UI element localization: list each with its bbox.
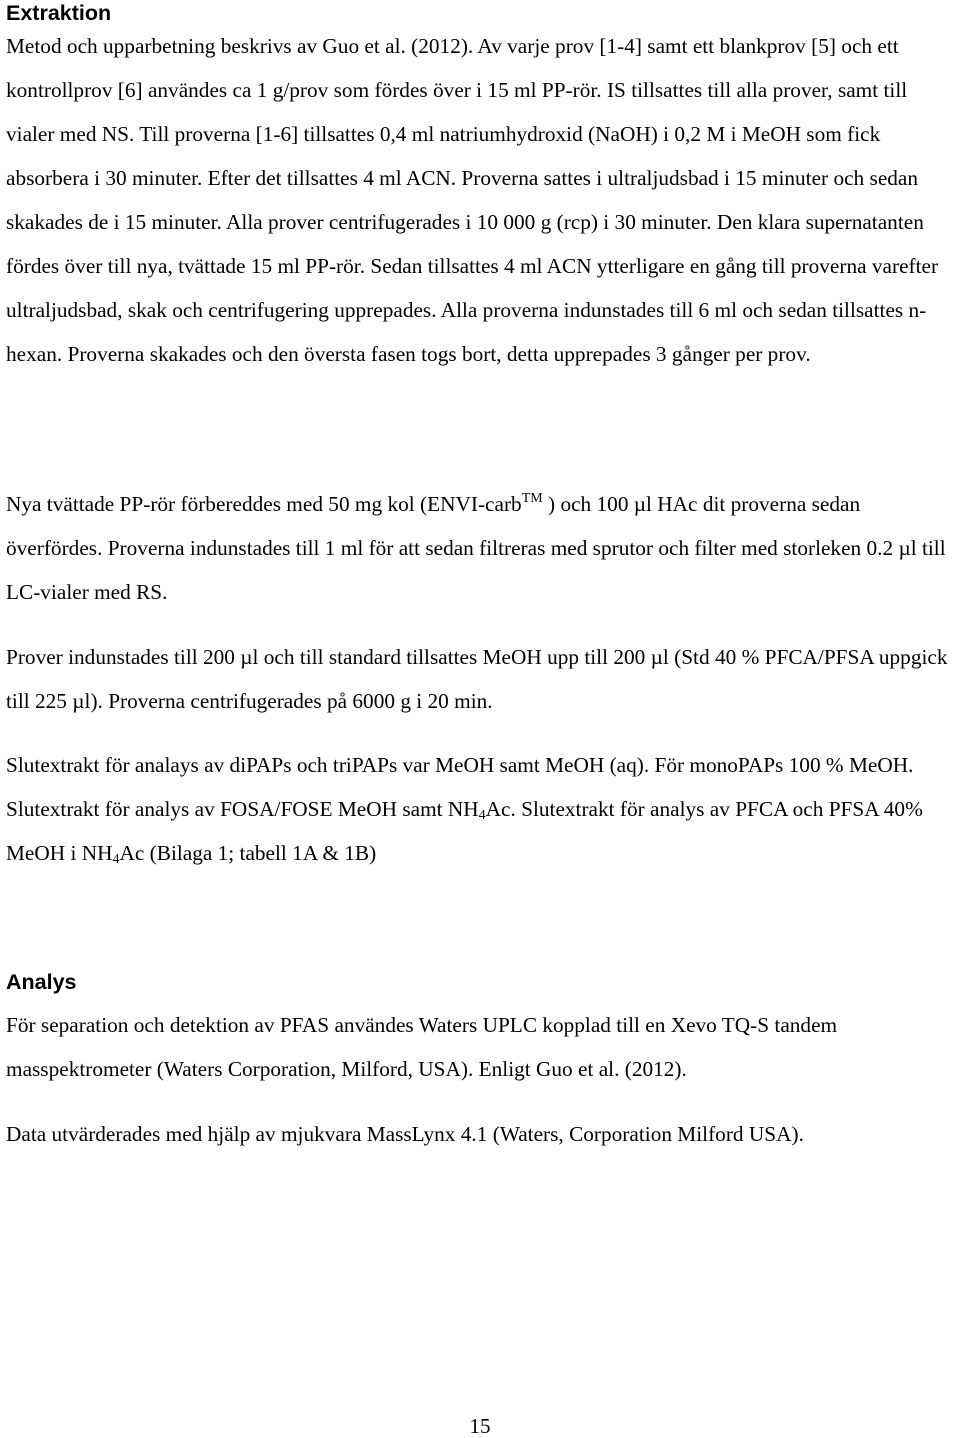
paragraph-extraktion-method: Metod och upparbetning beskrivs av Guo et al. (2012). Av varje prov [1-4] samt ett blankprov [5] och ett kontrollprov [6] användes ca 1 g/prov som fördes över i 15 ml PP-rör. IS tillsattes till alla prover, samt till vialer med NS. Till proverna [1-6] tillsattes 0,4 ml natriumhydroxid (NaOH) i 0,2 M i MeOH som fick absorbera i 30 minuter. Efter det tillsattes 4 ml ACN. Proverna sattes i ultraljudsbad i 15 minuter och sedan skakades de i 15 minuter. Alla prover centrifugerades i 10 000 g (rcp) i 30 minuter. Den klara supernatanten fördes över till nya, tvättade 15 ml PP-rör. Sedan tillsattes 4 ml ACN ytterligare en gång till proverna varefter ultraljudsbad, skak och centrifugering upprepades. Alla proverna indunstades till 6 ml och sedan tillsattes n-hexan. Proverna skakades och den översta fasen togs bort, detta upprepades 3 gånger per prov. [6,34,939,366]
section-heading-extraktion: Extraktion [6,1,112,25]
paragraph-final-extract [6,743,956,875]
trademark-superscript: TM [521,491,543,506]
subscript-4-first: 4 [478,808,486,823]
paragraph-evaporation: Prover indunstades till 200 µl och till standard tillsattes MeOH upp till 200 µl (Std 40 % PFCA/PFSA uppgick till 225 µl). Proverna centrifugerades på 6000 g i 20 min. [6,645,948,713]
paragraph-carbon-cleanup-text-1: Nya tvättade PP-rör förbereddes med 50 mg kol (ENVI-carb [6,492,522,516]
section-heading-analys: Analys [6,970,77,994]
paragraph-data-evaluation: Data utvärderades med hjälp av mjukvara MassLynx 4.1 (Waters, Corporation Milford USA). [6,1122,804,1146]
page-number: 15 [469,1414,491,1438]
paragraph-analysis-instrument: För separation och detektion av PFAS användes Waters UPLC kopplad till en Xevo TQ-S tandem masspektrometer (Waters Corporation, Milford, USA). Enligt Guo et al. (2012). [6,1013,838,1081]
paragraph-final-extract-text-2: Ac. Slutextrakt för analys av PFCA och PFSA 40% MeOH i NH [6,797,923,865]
paragraph-carbon-cleanup [6,482,956,614]
subscript-4-second: 4 [112,852,120,867]
paragraph-carbon-cleanup-text-2: ) och 100 µl HAc dit proverna sedan överfördes. Proverna indunstades till 1 ml för att sedan filtreras med sprutor och filter med storleken 0.2 µl till LC-vialer med RS. [6,492,946,604]
paragraph-final-extract-text-3: Ac (Bilaga 1; tabell 1A & 1B) [119,841,377,865]
paragraph-final-extract-text-1: Slutextrakt för analays av diPAPs och triPAPs var MeOH samt MeOH (aq). För monoPAPs 100 % MeOH. Slutextrakt för analys av FOSA/FOSE MeOH samt NH [6,753,914,821]
